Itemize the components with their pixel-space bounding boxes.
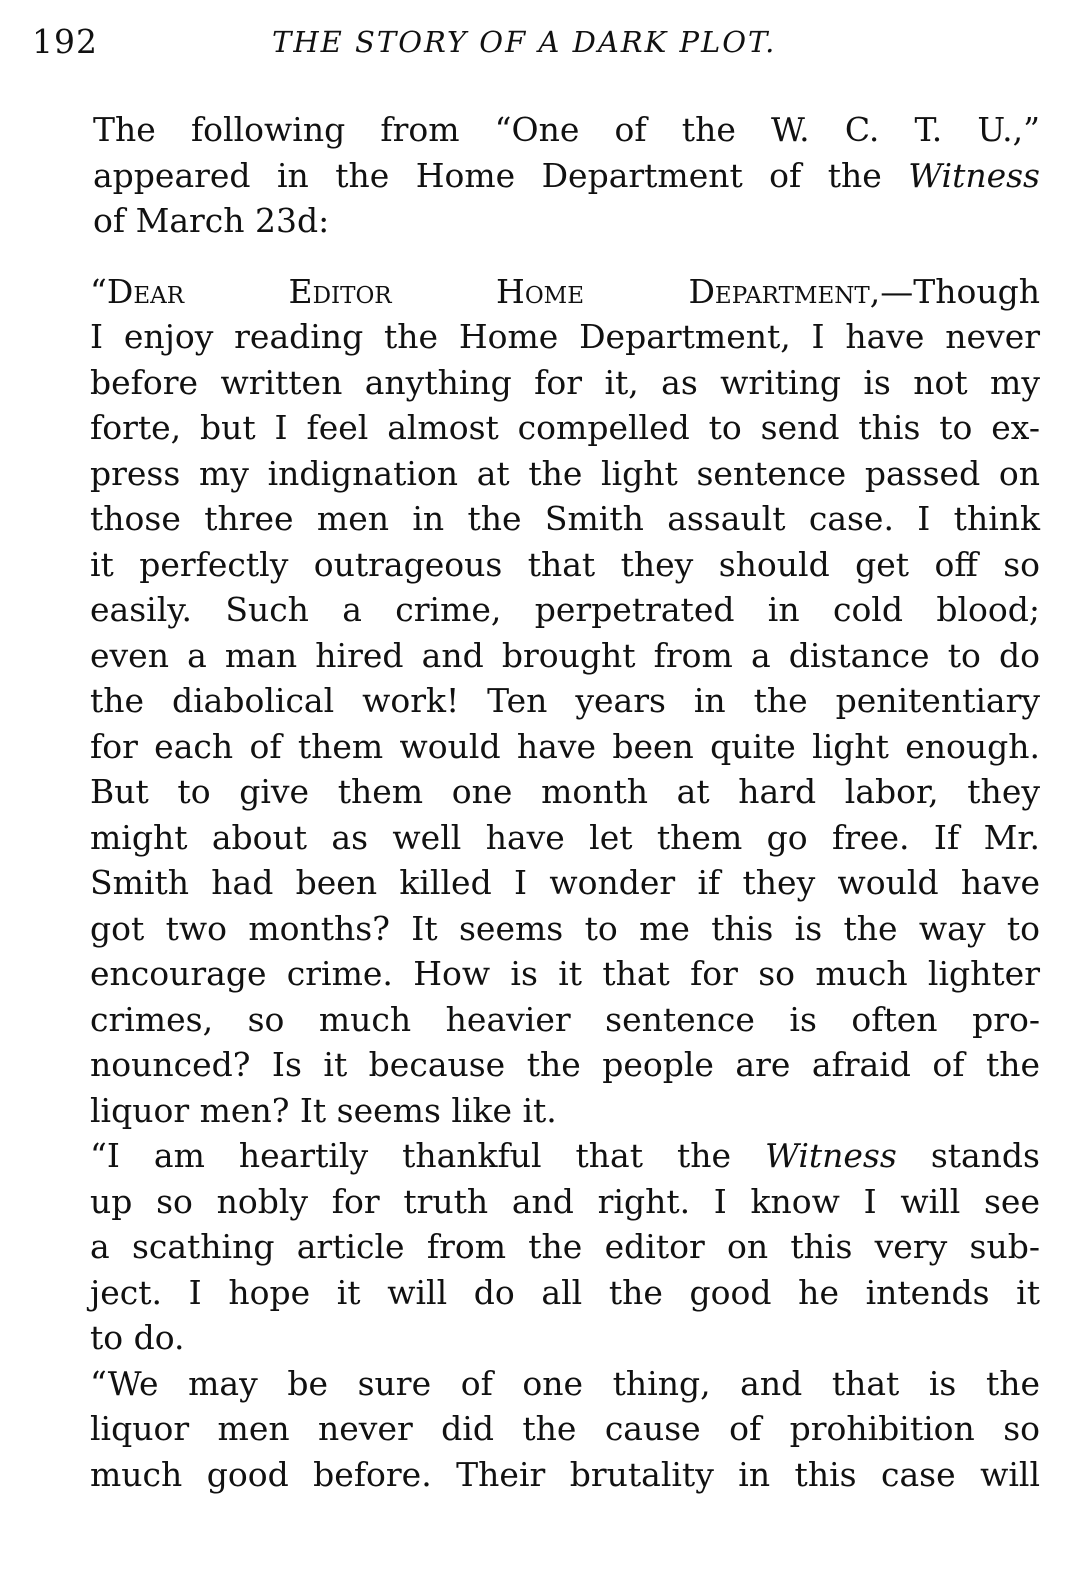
text-line: the diabolical work! Ten years in the penitentiary [90,681,1040,720]
text-line: easily. Such a crime, perpetrated in cold blood; [90,590,1040,629]
text-line: The following from “One of the W. C. T. U.,” [93,110,1040,149]
text-line: nounced? Is it because the people are afraid of the [90,1045,1040,1084]
letter-paragraph [48,269,1040,1134]
page-number: 192 [32,22,98,61]
text-line: liquor men? It seems like it. [90,1090,557,1130]
text-fragment: “I am heartily thankful that the [90,1136,731,1175]
running-title: THE STORY OF A DARK PLOT. [272,25,777,59]
text-line: liquor men never did the cause of prohibition so [90,1409,1040,1448]
text-line: of March 23d: [93,201,330,240]
text-line: forte, but I feel almost compelled to send this to ex- [90,408,1040,447]
text-line: crimes, so much heavier sentence is often pro- [90,999,1040,1039]
text-line: encourage crime. How is it that for so much lighter [90,954,1040,993]
text-fragment: —Though [880,271,1040,311]
opening-quote: “ [90,271,107,311]
text-line: before written anything for it, as writing is not my [90,362,1040,402]
letter-paragraph [48,1361,1040,1498]
text-line: to do. [90,1318,185,1357]
text-line: might about as well have let them go free. If Mr. [90,817,1040,857]
text-line: I enjoy reading the Home Department, I have never [90,317,1040,356]
text-line: press my indignation at the light sentence passed on [90,453,1040,493]
text-line: even a man hired and brought from a distance to do [90,635,1040,675]
text-line: But to give them one month at hard labor, they [90,772,1040,811]
text-line: a scathing article from the editor on this very sub- [90,1227,1040,1266]
text-line: those three men in the Smith assault case. I think [90,499,1040,538]
text-line: ject. I hope it will do all the good he intends it [90,1272,1040,1312]
italic-title: Witness [908,155,1040,195]
text-line: for each of them would have been quite light enough. [90,726,1040,766]
salutation: Dear Editor Home Department, [106,271,881,311]
letter-paragraph [48,1133,1040,1361]
text-line: it perfectly outrageous that they should get off so [90,544,1040,584]
text-line: got two months? It seems to me this is the way to [90,908,1040,948]
text-line [48,153,1040,199]
body-text [48,107,1040,1497]
italic-title: Witness [765,1136,897,1175]
text-line [48,1133,1040,1179]
text-fragment: stands [930,1136,1040,1175]
intro-paragraph [48,107,1040,244]
text-fragment: appeared in the Home Department of the [93,155,882,195]
text-line: up so nobly for truth and right. I know I will see [90,1181,1040,1221]
text-line: Smith had been killed I wonder if they would have [90,863,1040,902]
text-line: much good before. Their brutality in this case will [90,1454,1040,1494]
running-head [32,18,1042,68]
salutation-line [48,269,1040,315]
text-line: “We may be sure of one thing, and that is the [90,1363,1040,1403]
